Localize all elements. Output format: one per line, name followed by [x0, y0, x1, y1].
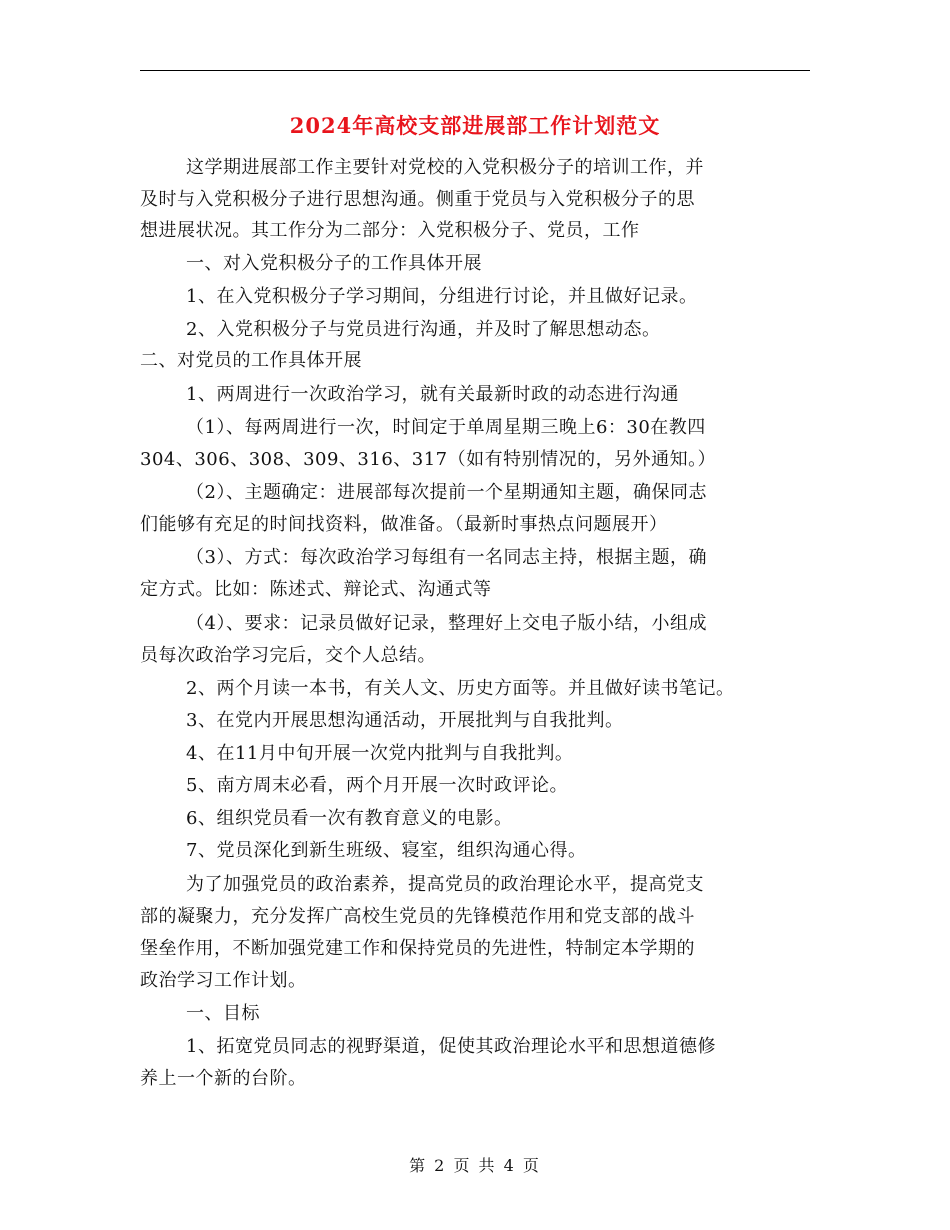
paragraph-line: 304、306、308、309、316、317（如有特别情况的，另外通知。）: [140, 449, 717, 470]
list-item: 1、在入党积极分子学习期间，分组进行讨论，并且做好记录。: [186, 286, 698, 307]
list-item: （1）、每两周进行一次，时间定于单周星期三晚上6：30在教四: [186, 417, 706, 438]
list-item: 5、南方周末必看，两个月开展一次时政评论。: [186, 775, 568, 796]
section-heading: 二、对党员的工作具体开展: [140, 350, 362, 371]
paragraph-line: 为了加强党员的政治素养，提高党员的政治理论水平，提高党支: [186, 874, 704, 895]
list-item: 2、两个月读一本书，有关人文、历史方面等。并且做好读书笔记。: [186, 678, 735, 699]
paragraph-line: 这学期进展部工作主要针对党校的入党积极分子的培训工作，并: [186, 157, 704, 178]
header-rule: [140, 70, 810, 71]
list-item: （4）、要求：记录员做好记录，整理好上交电子版小结，小组成: [186, 613, 707, 634]
paragraph-line: 及时与入党积极分子进行思想沟通。侧重于党员与入党积极分子的思: [140, 189, 695, 210]
paragraph-line: 员每次政治学习完后，交个人总结。: [140, 645, 436, 666]
list-item: 3、在党内开展思想沟通活动，开展批判与自我批判。: [186, 710, 624, 731]
paragraph-line: 堡垒作用，不断加强党建工作和保持党员的先进性，特制定本学期的: [140, 938, 695, 959]
list-item: 1、拓宽党员同志的视野渠道，促使其政治理论水平和思想道德修: [186, 1036, 716, 1057]
document-title: 2024年高校支部进展部工作计划范文: [289, 113, 661, 138]
list-item: 2、入党积极分子与党员进行沟通，并及时了解思想动态。: [186, 319, 661, 340]
page-number: 第 2 页 共 4 页: [409, 1156, 541, 1175]
section-heading: 一、对入党积极分子的工作具体开展: [186, 253, 482, 274]
paragraph-line: 政治学习工作计划。: [140, 970, 307, 991]
paragraph-line: 养上一个新的台阶。: [140, 1068, 307, 1089]
list-item: 7、党员深化到新生班级、寝室，组织沟通心得。: [186, 840, 587, 861]
paragraph-line: 部的凝聚力，充分发挥广高校生党员的先锋模范作用和党支部的战斗: [140, 906, 695, 927]
section-heading: 一、目标: [186, 1003, 260, 1024]
paragraph-line: 们能够有充足的时间找资料，做准备。（最新时事热点问题展开）: [140, 514, 668, 535]
list-item: 1、两周进行一次政治学习，就有关最新时政的动态进行沟通: [186, 384, 679, 405]
list-item: 6、组织党员看一次有教育意义的电影。: [186, 808, 513, 829]
list-item: （3）、方式：每次政治学习每组有一名同志主持，根据主题，确: [186, 547, 707, 568]
list-item: （2）、主题确定：进展部每次提前一个星期通知主题，确保同志: [186, 482, 707, 503]
paragraph-line: 想进展状况。其工作分为二部分：入党积极分子、党员，工作: [140, 220, 640, 241]
list-item: 4、在11月中旬开展一次党内批判与自我批判。: [186, 743, 574, 764]
paragraph-line: 定方式。比如：陈述式、辩论式、沟通式等: [140, 579, 492, 600]
